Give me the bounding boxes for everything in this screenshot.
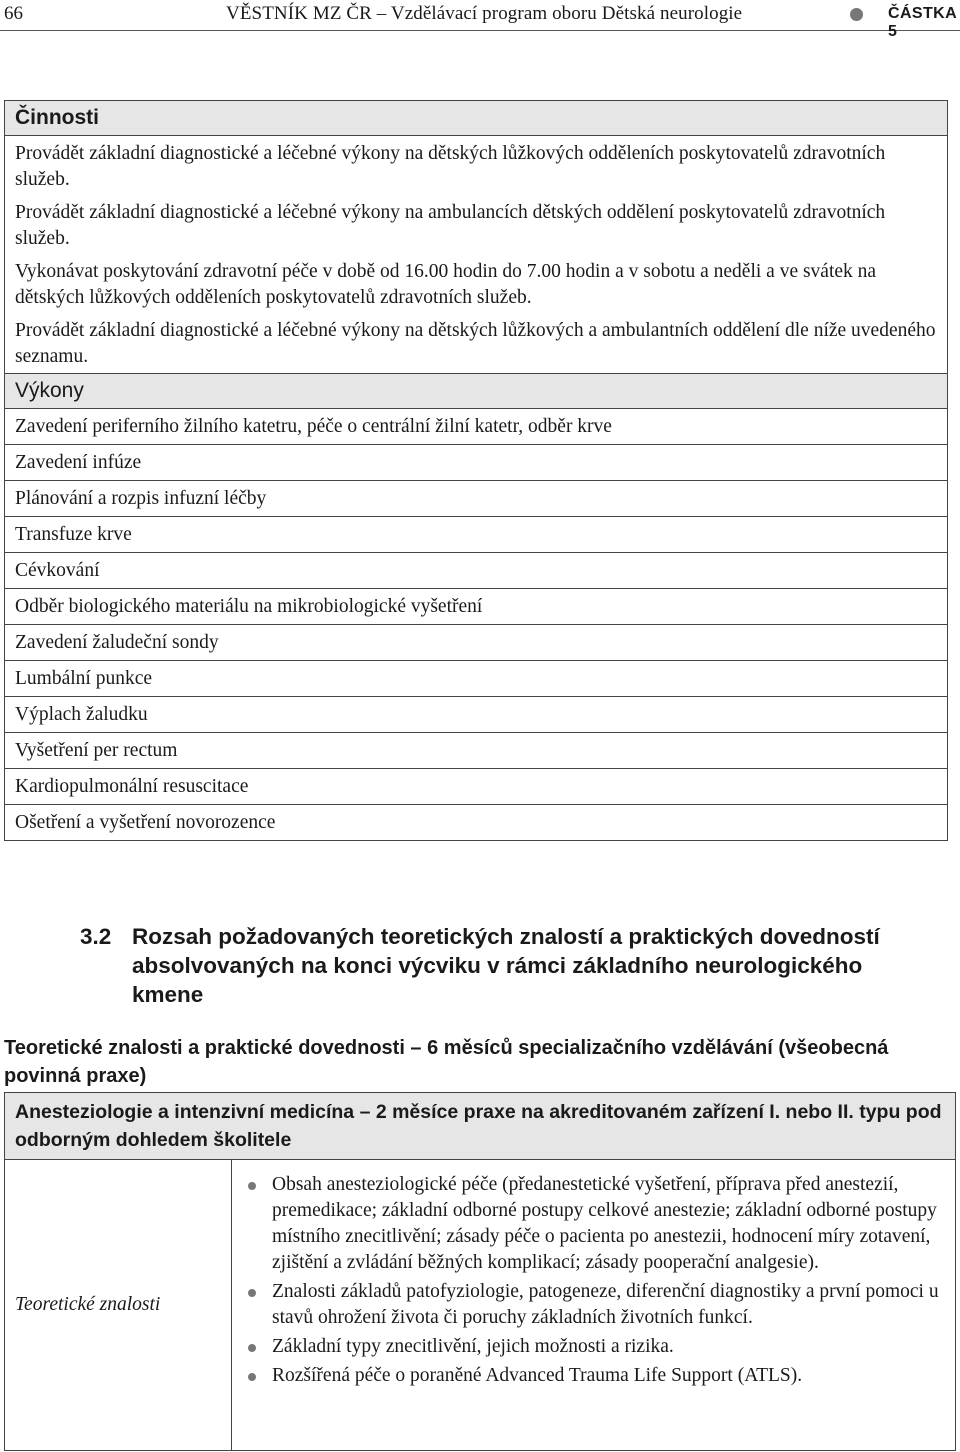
table-row bbox=[5, 517, 948, 553]
section-number: 3.2 bbox=[80, 924, 112, 949]
activities-paragraphs-row bbox=[5, 136, 948, 374]
list-item: Základní typy znecitlivění, jejich možnosti a rizika. bbox=[242, 1334, 947, 1360]
table-row bbox=[5, 769, 948, 805]
activities-heading: Činnosti bbox=[5, 101, 948, 136]
bullet-dot-icon bbox=[850, 8, 863, 21]
row-label: Teoretické znalosti bbox=[5, 1160, 232, 1451]
knowledge-list-cell bbox=[232, 1160, 956, 1451]
activities-paragraphs-cell bbox=[5, 136, 948, 374]
table-row bbox=[5, 589, 948, 625]
procedure-item: Vyšetření per rectum bbox=[5, 733, 948, 769]
activities-table bbox=[4, 100, 948, 841]
anesthesiology-table bbox=[4, 1092, 956, 1451]
knowledge-list bbox=[242, 1172, 947, 1389]
activity-paragraph: Vykonávat poskytování zdravotní péče v době od 16.00 hodin do 7.00 hodin a v sobotu a neděli a ve svátek na dětských lůžkových odděleních poskytovatelů zdravotních služeb. bbox=[15, 261, 877, 308]
table-row bbox=[5, 445, 948, 481]
part-label: ČÁSTKA 5 bbox=[888, 5, 957, 40]
table-row bbox=[5, 409, 948, 445]
procedure-item: Lumbální punkce bbox=[5, 661, 948, 697]
procedure-item: Plánování a rozpis infuzní léčby bbox=[5, 481, 948, 517]
anesthesiology-heading: Anesteziologie a intenzivní medicína – 2 měsíce praxe na akreditovaném zařízení I. nebo II. typu pod odborným dohledem školitele bbox=[5, 1093, 956, 1160]
table-row bbox=[5, 805, 948, 841]
table-row bbox=[5, 1160, 956, 1451]
activity-paragraph: Provádět základní diagnostické a léčebné výkony na dětských lůžkových a ambulantních oddělení dle níže uvedeného seznamu. bbox=[15, 320, 936, 367]
procedure-item: Odběr biologického materiálu na mikrobiologické vyšetření bbox=[5, 589, 948, 625]
table-row bbox=[5, 733, 948, 769]
procedure-item: Kardiopulmonální resuscitace bbox=[5, 769, 948, 805]
section-subtitle: Teoretické znalosti a praktické dovednosti – 6 měsíců specializačního vzdělávání (všeobecná povinná praxe) bbox=[4, 1037, 889, 1087]
journal-title: VĚSTNÍK MZ ČR – Vzdělávací program oboru Dětská neurologie bbox=[226, 3, 743, 24]
page-number: 66 bbox=[4, 3, 23, 24]
table-row bbox=[5, 553, 948, 589]
table-row bbox=[5, 481, 948, 517]
table-row bbox=[5, 625, 948, 661]
list-item: Znalosti základů patofyziologie, patogeneze, diferenční diagnostiky a první pomoci u stavů ohrožení života či poruchy základních životních funkcí. bbox=[242, 1279, 947, 1331]
activity-paragraph: Provádět základní diagnostické a léčebné výkony na dětských lůžkových odděleních poskytovatelů zdravotních služeb. bbox=[15, 143, 886, 190]
procedures-heading: Výkony bbox=[5, 374, 948, 409]
list-item: Rozšířená péče o poraněné Advanced Trauma Life Support (ATLS). bbox=[242, 1363, 947, 1389]
procedures-heading-row bbox=[5, 374, 948, 409]
table-row bbox=[5, 697, 948, 733]
table-row bbox=[5, 661, 948, 697]
procedure-item: Zavedení periferního žilního katetru, péče o centrální žilní katetr, odběr krve bbox=[5, 409, 948, 445]
procedure-item: Ošetření a vyšetření novorozence bbox=[5, 805, 948, 841]
list-item: Obsah anesteziologické péče (předanestetické vyšetření, příprava před anestezií, premedikace; základní odborné postupy celkové anestezie; základní odborné postupy místního znecitlivění; zásady péče o pacienta po anestezii, hodnocení míry zotavení, zjištění a zvládání běžných komplikací; zásady pooperační analgesie). bbox=[242, 1172, 947, 1276]
procedure-item: Transfuze krve bbox=[5, 517, 948, 553]
procedure-item: Zavedení infúze bbox=[5, 445, 948, 481]
activity-paragraph: Provádět základní diagnostické a léčebné výkony na ambulancích dětských oddělení poskytovatelů zdravotních služeb. bbox=[15, 202, 886, 249]
section-title: Rozsah požadovaných teoretických znalostí a praktických dovedností absolvovaných na konci výcviku v rámci základního neurologického kmene bbox=[132, 924, 880, 1007]
procedure-item: Zavedení žaludeční sondy bbox=[5, 625, 948, 661]
procedure-item: Cévkování bbox=[5, 553, 948, 589]
anesthesiology-heading-row bbox=[5, 1093, 956, 1160]
activities-heading-row bbox=[5, 101, 948, 136]
page-header bbox=[0, 0, 960, 40]
procedure-item: Výplach žaludku bbox=[5, 697, 948, 733]
